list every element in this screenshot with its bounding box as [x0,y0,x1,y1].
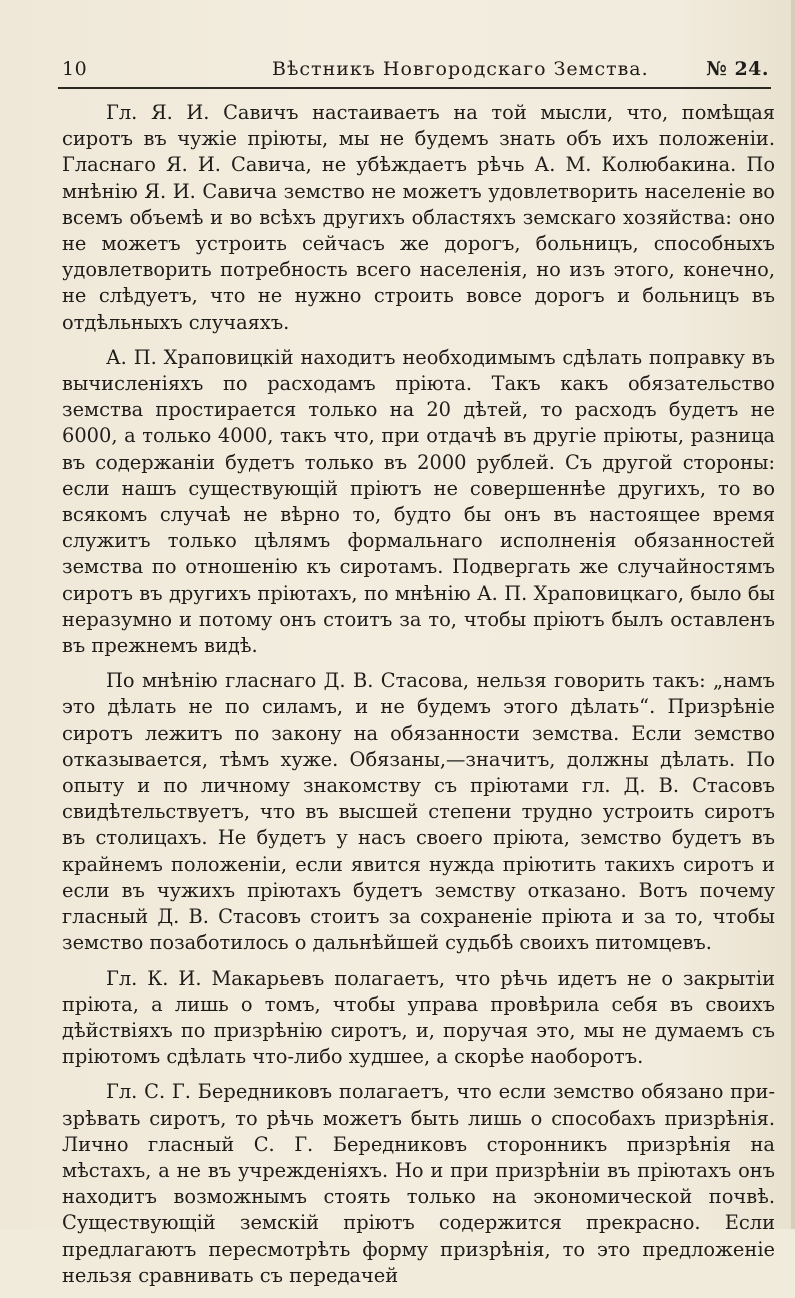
paragraph-berednikov: Гл. С. Г. Бередниковъ полагаетъ, что если земство обязано призрѣвать сиротъ, то рѣчь можетъ быть лишь о способахъ призрѣнія. Лично гласный С. Г. Бередниковъ сторонникъ призрѣнія на мѣстахъ, а не въ учрежденіяхъ. Но и при призрѣніи въ пріютахъ онъ находитъ возможнымъ стоять только на экономической почвѣ. Существующій земскій пріютъ содержится прекрасно. Если предлагаютъ пересмотрѣть форму призрѣнія, то это предложеніе нельзя сравнивать съ передачей [62,1080,775,1287]
page-edge [791,0,795,1229]
body-text [62,100,775,1298]
paragraph-makaryev: Гл. К. И. Макарьевъ полагаетъ, что рѣчь идетъ не о закрытіи пріюта, а лишь о томъ, чтобы управа провѣрила себя въ своихъ дѣйствіяхъ по призрѣнію сиротъ, и, поручая это, мы не думаемъ съ пріютомъ сдѣлать что-либо худшее, а скорѣе наоборотъ. [62,966,775,1069]
running-header [62,58,769,86]
paragraph-stasov: По мнѣнію гласнаго Д. В. Стасова, нельзя говорить такъ: „намъ это дѣлать не по силамъ, и не будемъ этого дѣлать“. Призрѣніе сиротъ лежитъ по закону на обязанности земства. Если земство отказывается, тѣмъ хуже. Обязаны,—значитъ, должны дѣлать. По опыту и по личному знакомству съ пріютами гл. Д. В. Стасовъ свидѣтельствуетъ, что въ высшей степени трудно устроить сиротъ въ столицахъ. Не будетъ у насъ своего пріюта, земство будетъ въ крайнемъ положеніи, если явится нужда пріютить такихъ сиротъ и если въ чужихъ пріютахъ будетъ земству отказано. Вотъ почему гласный Д. В. Стасовъ стоитъ за сохраненіе пріюта и за то, чтобы земство позаботилось о дальнѣйшей судьбѣ своихъ питомцевъ. [62,669,775,955]
paragraph-savich: Гл. Я. И. Савичъ настаиваетъ на той мысли, что, помѣщая сиротъ въ чужіе пріюты, мы не будемъ знать объ ихъ положеніи. Гласнаго Я. И. Савича, не убѣждаетъ рѣчь А. М. Колюбакина. По мнѣнію Я. И. Савича земство не можетъ удовлетворить населеніе во всемъ объемѣ и во всѣхъ другихъ областяхъ земскаго хозяйства: оно не можетъ устроить сейчасъ же дорогъ, больницъ, способныхъ удовлетворить потребность всего населенія, но изъ этого, конечно, не слѣдуетъ, что не нужно строить вовсе дорогъ и больницъ въ отдѣльныхъ случаяхъ. [62,101,775,334]
paragraph-khrapovitsky: А. П. Храповицкій находитъ необходимымъ сдѣлать поправку въ вычисленіяхъ по расходамъ пріюта. Такъ какъ обязательство земства простирается только на 20 дѣтей, то расходъ будетъ не 6000, а только 4000, такъ что, при отдачѣ въ другіе пріюты, разница въ содержаніи будетъ только въ 2000 рублей. Съ другой стороны: если нашъ существующій пріютъ не совершеннѣе другихъ, то во всякомъ случаѣ не вѣрно то, будто бы онъ въ настоящее время служитъ только цѣлямъ формальнаго исполненія обязанностей земства по отношенію къ сиротамъ. Подвергать же случайностямъ сиротъ въ другихъ пріютахъ, по мнѣнію А. П. Храповицкаго, было бы неразумно и потому онъ стоитъ за то, чтобы пріютъ былъ оставленъ въ прежнемъ видѣ. [62,345,775,658]
header-rule [58,87,771,89]
page-number: 10 [62,58,88,80]
issue-number: № 24. [706,58,769,80]
journal-title: Вѣстникъ Новгородскаго Земства. [272,58,649,80]
